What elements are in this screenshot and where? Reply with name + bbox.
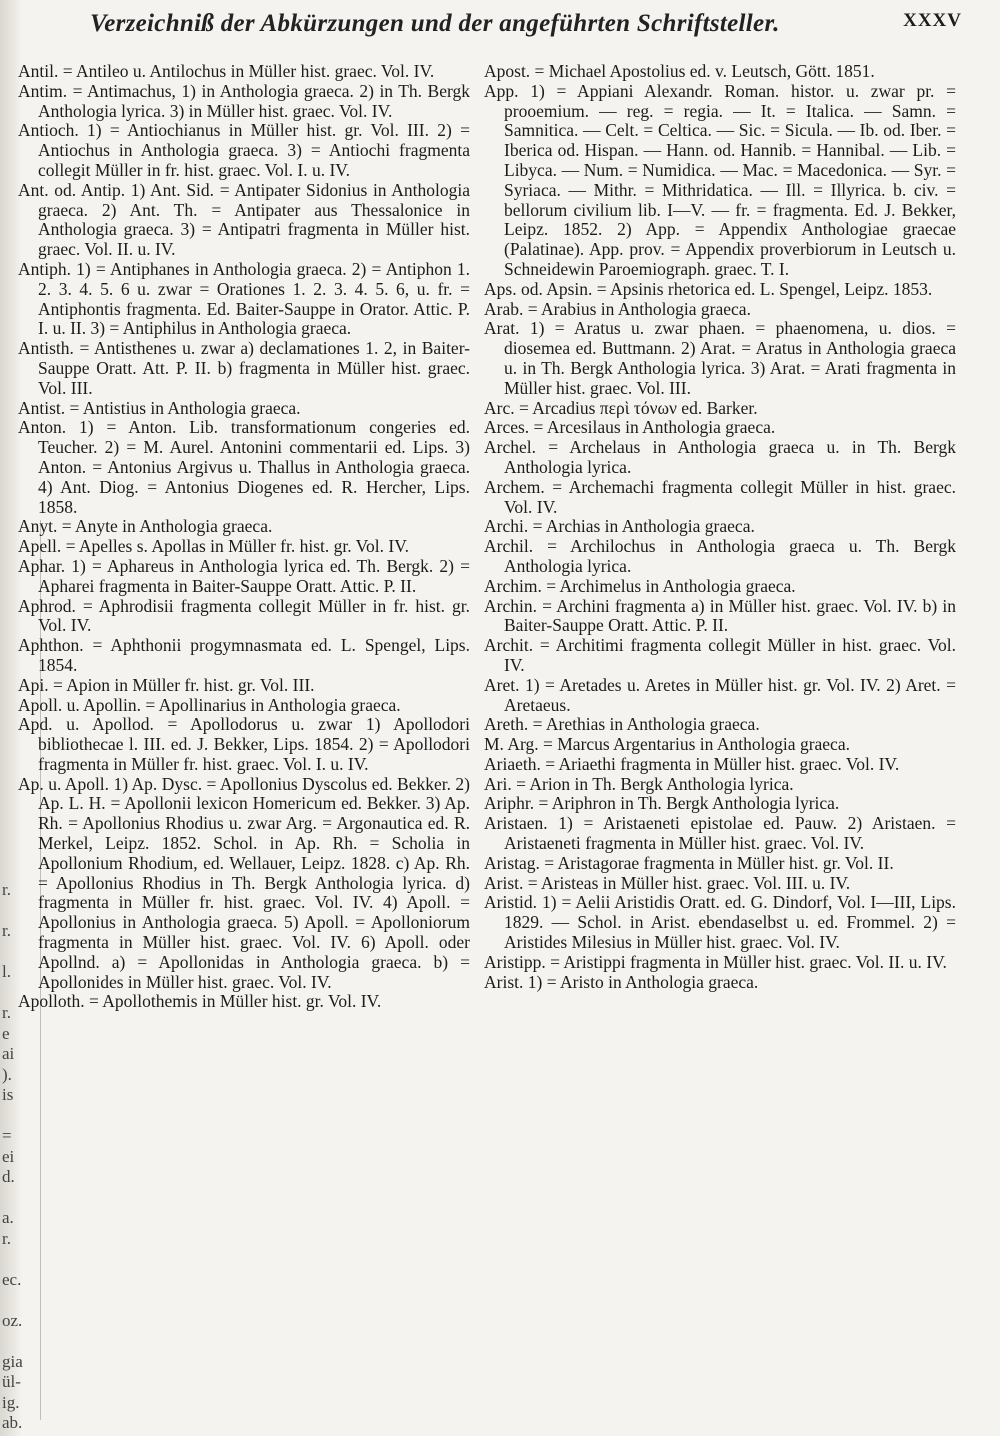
margin-fragment: ig. (2, 1392, 20, 1412)
index-entry: Apd. u. Apollod. = Apollodorus u. zwar 1) Apollodori bibliothecae l. III. ed. J. Bekker, Lips. 1854. 2) = Apollodori fragmenta in Müller fr. hist. graec. Vol. I. u. IV. (18, 714, 470, 774)
index-entry: Arc. = Arcadius περὶ τόνων ed. Barker. (484, 397, 758, 418)
index-entry: Archi. = Archias in Anthologia graeca. (484, 516, 755, 537)
index-entry: Aristipp. = Aristippi fragmenta in Müller hist. graec. Vol. II. u. IV. (484, 951, 947, 972)
index-entry: Aps. od. Apsin. = Apsinis rhetorica ed. L. Spengel, Leipz. 1853. (484, 278, 933, 299)
index-entry: Antist. = Antistius in Anthologia graeca. (18, 397, 301, 418)
index-entry: Ap. u. Apoll. 1) Ap. Dysc. = Apollonius Dyscolus ed. Bekker. 2) Ap. L. H. = Apollonii lexicon Homericum ed. Bekker. 3) Ap. Rh. = Apollonius Rhodius u. zwar Arg. = Argonautica ed. R. Merkel, Leipz. 1852. Schol. in Ap. Rh. = Scholia in Apollonium Rhodium, ed. Wellauer, Leipz. 1828. c) Ap. Rh. = Apollonius Rhodius in Th. Bergk Anthologia lyrica. d) fragmenta in Müller fr. hist. graec. Vol. IV. 4) Apoll. = Apollonius in Anthologia graeca. 5) Apoll. = Apolloniorum fragmenta in Müller hist. graec. Vol. IV. 6) Apoll. oder Apollnd. a) = Apollonidas in Anthologia graeca. b) = Apollonides in Müller hist. graec. Vol. IV. (18, 773, 470, 992)
margin-fragment: r. (2, 921, 11, 940)
index-entry: App. 1) = Appiani Alexandr. Roman. histor. u. zwar pr. = prooemium. — reg. = regia. — It. = Italica. — Samn. = Samnitica. — Celt. = Celtica. — Sic. = Sicula. — Ib. od. Iber. = Iberica od. Hispan. — Hann. od. Hannib. = Hannibal. — Lib. = Libyca. — Num. = Numidica. — Mac. = Macedonica. — Syr. = Syriaca. — Mithr. = Mithridatica. — Ill. = Illyrica. b. civ. = bellorum civilium lib. I—V. — fr. = fragmenta. Ed. J. Bekker, Leipz. 1852. 2) App. = Appendix Anthologiae graecae (Palatinae). App. prov. = Appendix proverbiorum in Leutsch u. Schneidewin Paroemiograph. graec. T. I. (484, 80, 956, 279)
index-entry: Archit. = Architimi fragmenta collegit Müller in hist. graec. Vol. IV. (484, 635, 956, 675)
margin-fragment (2, 1331, 30, 1352)
margin-fragment: r. (2, 1228, 11, 1248)
margin-fragment: a. (2, 1208, 14, 1227)
index-entry: Ariaeth. = Ariaethi fragmenta in Müller hist. graec. Vol. IV. (484, 753, 900, 774)
index-entry: Areth. = Arethias in Anthologia graeca. (484, 714, 760, 735)
index-entry: Aristid. 1) = Aelii Aristidis Oratt. ed. G. Dindorf, Vol. I—III, Lips. 1829. — Schol. in Arist. ebendaselbst u. ed. Frommel. 2) = Aristides Milesius in Müller hist. graec. Vol. IV. (484, 892, 956, 953)
index-entry: Archim. = Archimelus in Anthologia graeca. (484, 575, 796, 596)
index-entry: Aristag. = Aristagorae fragmenta in Müller hist. gr. Vol. II. (484, 852, 894, 873)
margin-fragment: l. (2, 962, 11, 981)
index-entry: Apost. = Michael Apostolius ed. v. Leutsch, Gött. 1851. (484, 61, 875, 81)
index-entry: Anyt. = Anyte in Anthologia graeca. (18, 516, 273, 537)
page-number: XXXV (903, 10, 962, 31)
index-entry: Arab. = Arabius in Anthologia graeca. (484, 298, 751, 319)
index-entry: Antisth. = Antisthenes u. zwar a) declamationes 1. 2, in Baiter-Sauppe Oratt. Att. P. II. b) fragmenta in Müller hist. graec. Vol. III. (18, 338, 470, 398)
index-entry: Antim. = Antimachus, 1) in Anthologia graeca. 2) in Th. Bergk Anthologia lyrica. 3) in Müller hist. graec. Vol. IV. (18, 80, 470, 121)
index-entry: Apolloth. = Apollothemis in Müller hist. gr. Vol. IV. (18, 991, 382, 1012)
index-entry: Aphar. 1) = Aphareus in Anthologia lyrica ed. Th. Bergk. 2) = Apharei fragmenta in Baiter-Sauppe Oratt. Attic. P. II. (18, 555, 470, 596)
index-entry: Archel. = Archelaus in Anthologia graeca u. in Th. Bergk Anthologia lyrica. (484, 437, 956, 477)
margin-fragment: d. (2, 1167, 15, 1186)
index-entry: Aret. 1) = Aretades u. Aretes in Müller hist. gr. Vol. IV. 2) Aret. = Aretaeus. (484, 674, 956, 715)
margin-fragment: ai (2, 1044, 15, 1063)
index-entry: Aristaen. 1) = Aristaeneti epistolae ed. Pauw. 2) Aristaen. = Aristaeneti fragmenta in Müller hist. graec. Vol. IV. (484, 813, 956, 854)
margin-fragment: gia (2, 1351, 23, 1371)
page-header (60, 8, 980, 48)
margin-fragment: ). (2, 1064, 12, 1084)
index-entry: Ant. od. Antip. 1) Ant. Sid. = Antipater Sidonius in Anthologia graeca. 2) Ant. Th. = Antipater aus Thessalonice in Anthologia graeca. 3) = Antipatri fragmenta in Müller hist. graec. Vol. II. u. IV. (18, 179, 470, 260)
margin-fragment: oz. (2, 1310, 23, 1330)
page-title: Verzeichniß der Abkürzungen und der angeführten Schriftsteller. (90, 10, 780, 37)
index-entry: M. Arg. = Marcus Argentarius in Anthologia graeca. (484, 734, 850, 755)
index-entry: Archin. = Archini fragmenta a) in Müller hist. graec. Vol. IV. b) in Baiter-Sauppe Oratt. Attic. P. II. (484, 595, 956, 636)
index-entry: Arces. = Arcesilaus in Anthologia graeca. (484, 417, 776, 438)
index-entry: Apoll. u. Apollin. = Apollinarius in Anthologia graeca. (18, 694, 401, 715)
index-entry: Archil. = Archilochus in Anthologia graeca u. Th. Bergk Anthologia lyrica. (484, 536, 956, 576)
index-entry: Aphthon. = Aphthonii progymnasmata ed. L. Spengel, Lips. 1854. (18, 635, 470, 675)
margin-fragment: ei (2, 1146, 15, 1166)
index-entry: Aphrod. = Aphrodisii fragmenta collegit Müller in fr. hist. gr. Vol. IV. (18, 595, 470, 636)
margin-fragment: ül- (2, 1372, 21, 1391)
margin-fragment: e (2, 1023, 10, 1043)
index-entry: Antil. = Antileo u. Antilochus in Müller hist. graec. Vol. IV. (18, 61, 435, 81)
index-entry: Antiph. 1) = Antiphanes in Anthologia graeca. 2) = Antiphon 1. 2. 3. 4. 5. 6 u. zwar = Orationes 1. 2. 3. 4. 5. 6, u. fr. = Antiphontis fragmenta. Ed. Baiter-Sauppe in Orator. Attic. P. I. u. II. 3) = Antiphilus in Anthologia graeca. (18, 258, 470, 339)
index-entry: Antioch. 1) = Antiochianus in Müller hist. gr. Vol. III. 2) = Antiochus in Anthologia graeca. 3) = Antiochi fragmenta collegit Müller in fr. hist. graec. Vol. I. u. IV. (18, 120, 470, 180)
margin-fragment: = (2, 1126, 12, 1145)
index-entry: Arist. = Aristeas in Müller hist. graec. Vol. III. u. IV. (484, 872, 851, 893)
margin-fragment: ec. (2, 1269, 22, 1289)
margin-fragment (2, 1188, 30, 1209)
margin-fragment: r. (2, 1003, 11, 1022)
margin-fragment (2, 1290, 30, 1311)
margin-fragment (2, 1106, 30, 1127)
index-entry: Anton. 1) = Anton. Lib. transformationum congeries ed. Teucher. 2) = M. Aurel. Antonini commentarii ed. Lips. 3) Anton. = Antonius Argivus u. Thallus in Anthologia graeca. 4) Ant. Diog. = Antonius Diogenes ed. R. Hercher, Lips. 1858. (18, 417, 470, 517)
index-entry: Ariphr. = Ariphron in Th. Bergk Anthologia lyrica. (484, 793, 840, 814)
margin-fragment: r. (2, 880, 11, 899)
index-entry: Archem. = Archemachi fragmenta collegit Müller in hist. graec. Vol. IV. (484, 476, 956, 517)
index-entry: Api. = Apion in Müller fr. hist. gr. Vol. III. (18, 674, 315, 695)
index-entry: Apell. = Apelles s. Apollas in Müller fr. hist. gr. Vol. IV. (18, 536, 409, 557)
index-entry: Ari. = Arion in Th. Bergk Anthologia lyrica. (484, 773, 794, 794)
margin-fragment (2, 1249, 30, 1270)
margin-fragment: ab. (2, 1413, 23, 1432)
margin-fragment: is (2, 1085, 14, 1104)
left-column (18, 62, 470, 1012)
index-entry: Arist. 1) = Aristo in Anthologia graeca. (484, 971, 759, 992)
right-column (484, 62, 956, 992)
index-entry: Arat. 1) = Aratus u. zwar phaen. = phaenomena, u. dios. = diosemea ed. Buttmann. 2) Arat. = Aratus in Anthologia graeca u. in Th. Bergk Anthologia lyrica. 3) Arat. = Arati fragmenta in Müller hist. graec. Vol. III. (484, 318, 956, 398)
